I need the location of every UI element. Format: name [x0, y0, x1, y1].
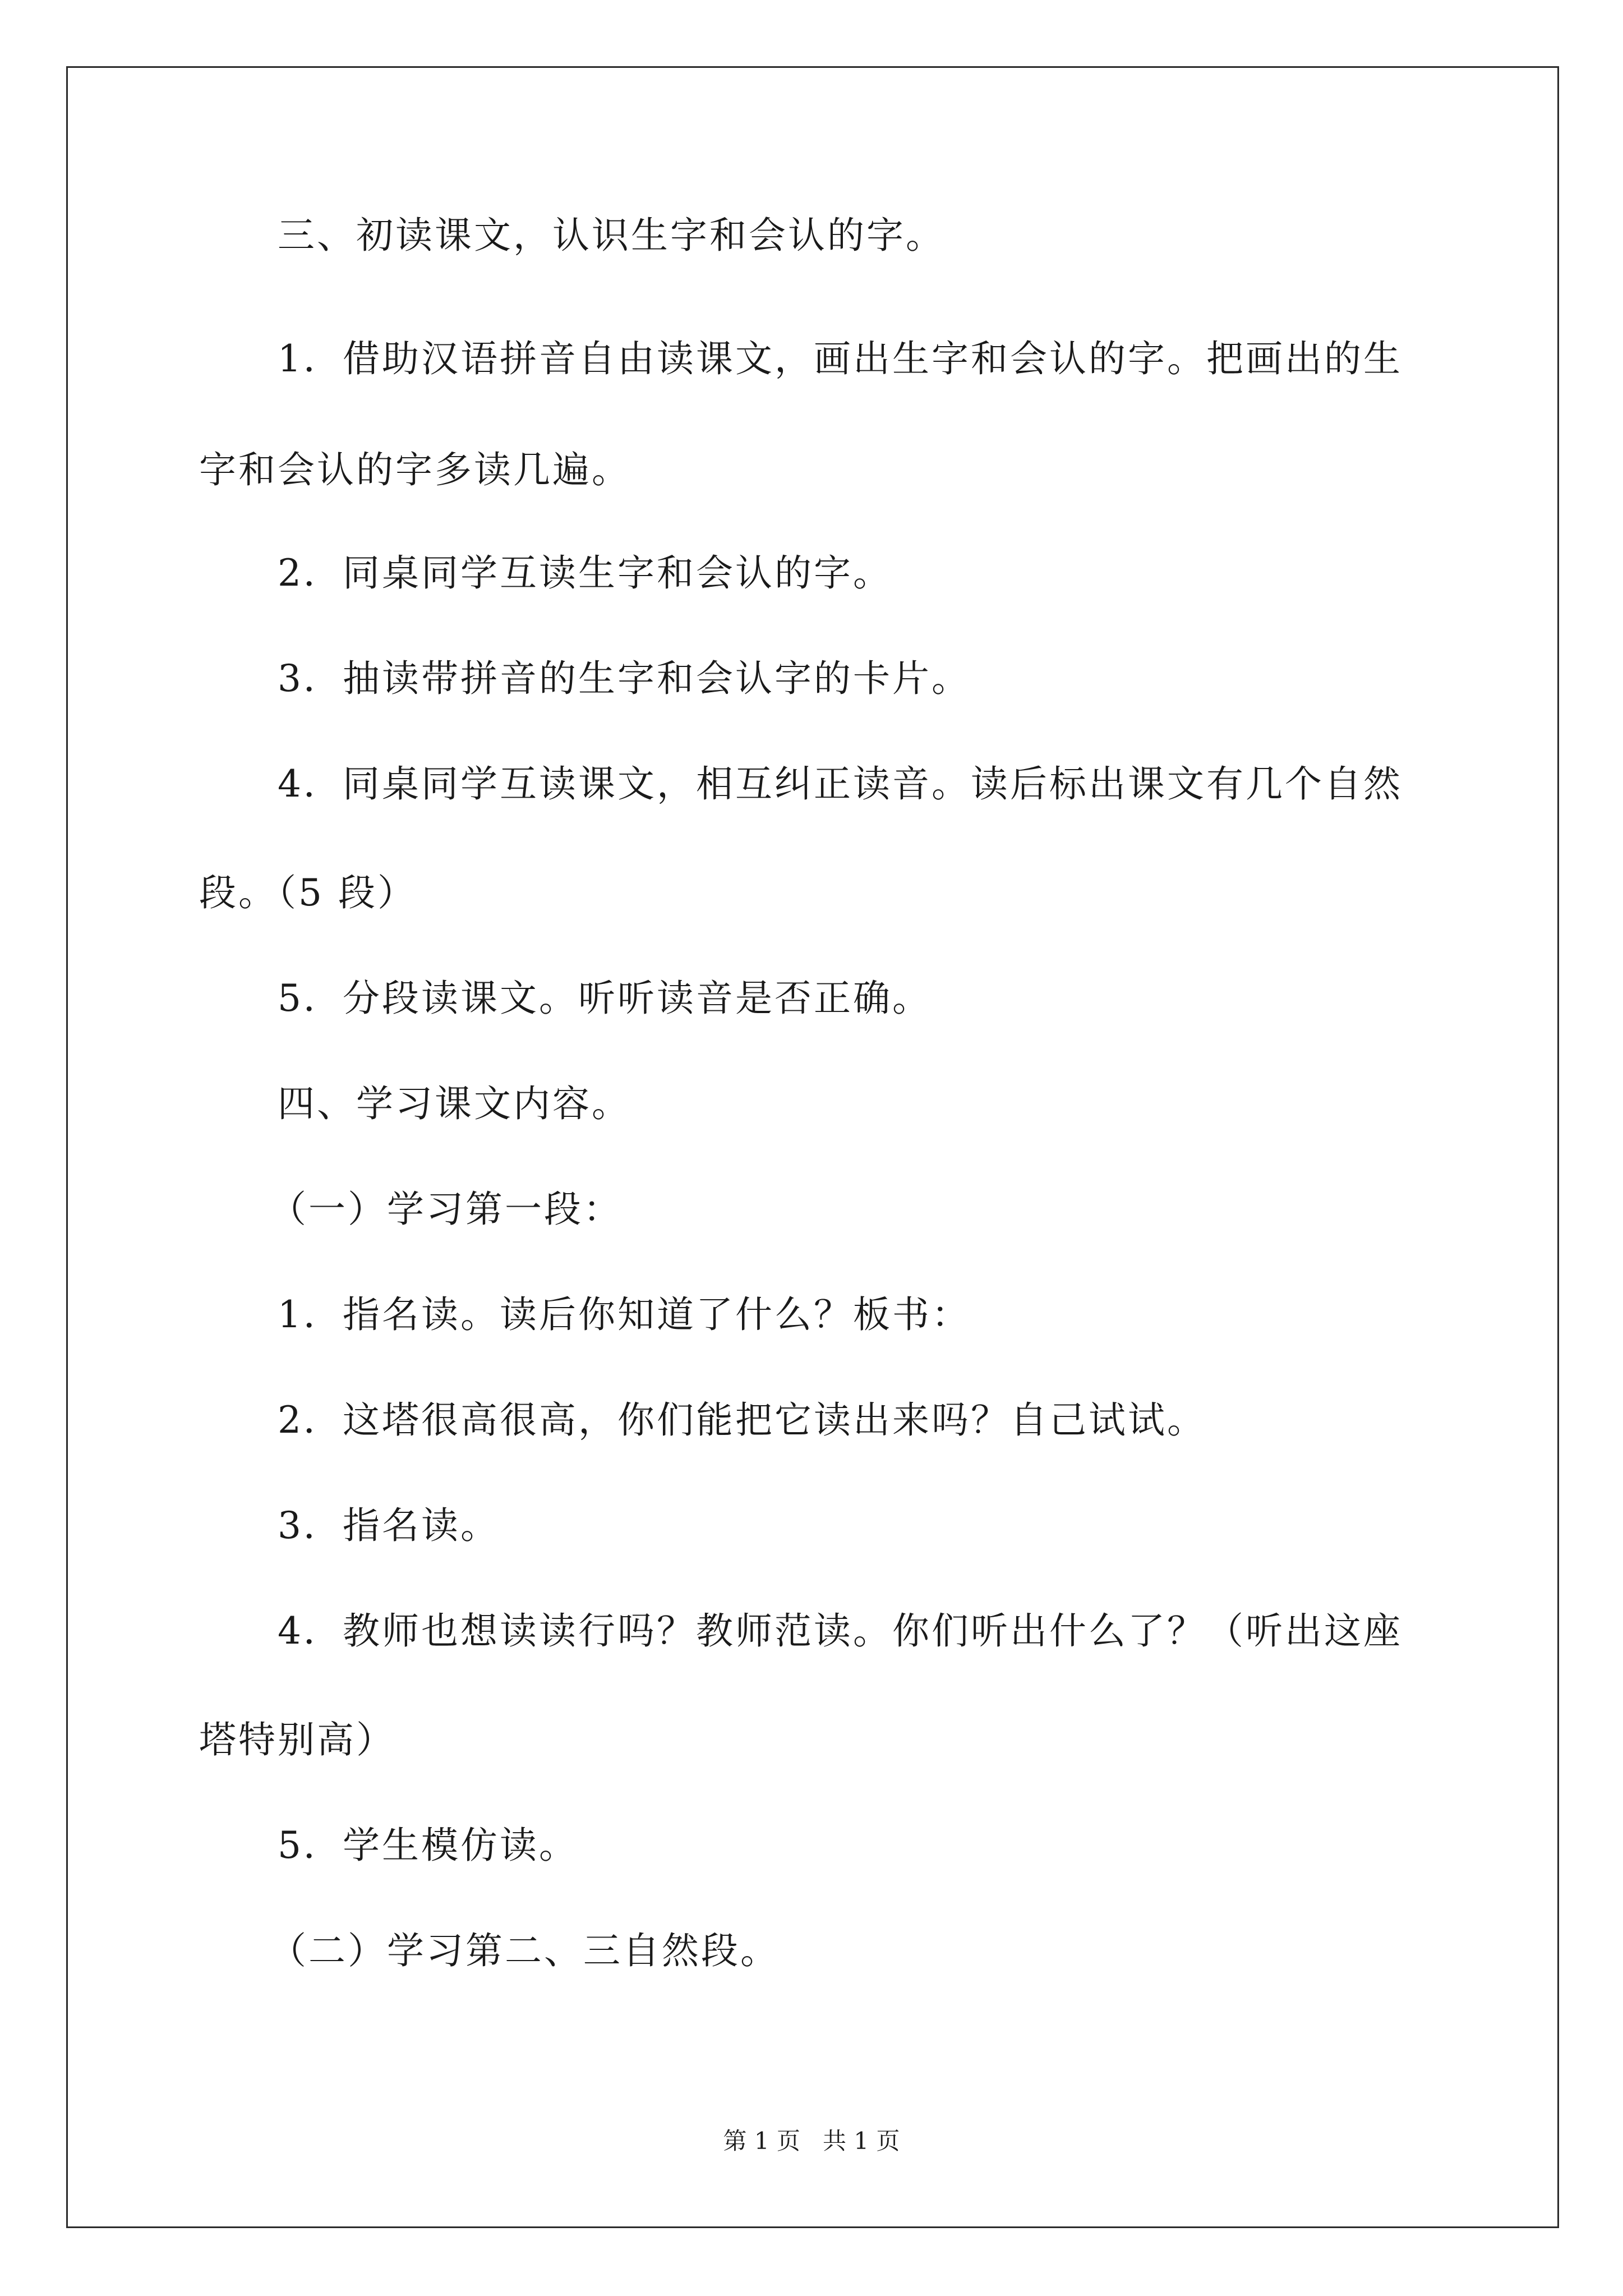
paragraph-line: 4．同桌同学互读课文，相互纠正读音。读后标出课文有几个自然 [278, 762, 1403, 806]
paragraph-line: 1．指名读。读后你知道了什么？板书： [278, 1293, 971, 1336]
paragraph-line: 2．同桌同学互读生字和会认的字。 [278, 551, 892, 595]
paragraph-line: 塔特别高） [199, 1718, 395, 1761]
section-heading-4: 四、学习课文内容。 [278, 1082, 631, 1125]
paragraph-line: 1．借助汉语拼音自由读课文，画出生字和会认的字。把画出的生 [278, 337, 1403, 380]
paragraph-line: 3．指名读。 [278, 1504, 500, 1547]
page-number-footer: 第 1 页 共 1 页 [723, 2127, 900, 2155]
paragraph-line: 5．学生模仿读。 [278, 1824, 578, 1867]
paragraph-line: 3．抽读带拼音的生字和会认字的卡片。 [278, 657, 971, 700]
paragraph-line: 段。（5 段） [199, 871, 417, 914]
paragraph-line: 字和会认的字多读几遍。 [199, 448, 631, 491]
paragraph-line: 2．这塔很高很高，你们能把它读出来吗？自己试试。 [278, 1398, 1206, 1442]
subsection-heading: （二）学习第二、三自然段。 [269, 1929, 780, 1972]
paragraph-line: 5．分段读课文。听听读音是否正确。 [278, 977, 932, 1020]
subsection-heading: （一）学习第一段： [269, 1188, 623, 1231]
paragraph-line: 4．教师也想读读行吗？教师范读。你们听出什么了？（听出这座 [278, 1609, 1403, 1653]
section-heading-3: 三、初读课文，认识生字和会认的字。 [278, 214, 945, 257]
